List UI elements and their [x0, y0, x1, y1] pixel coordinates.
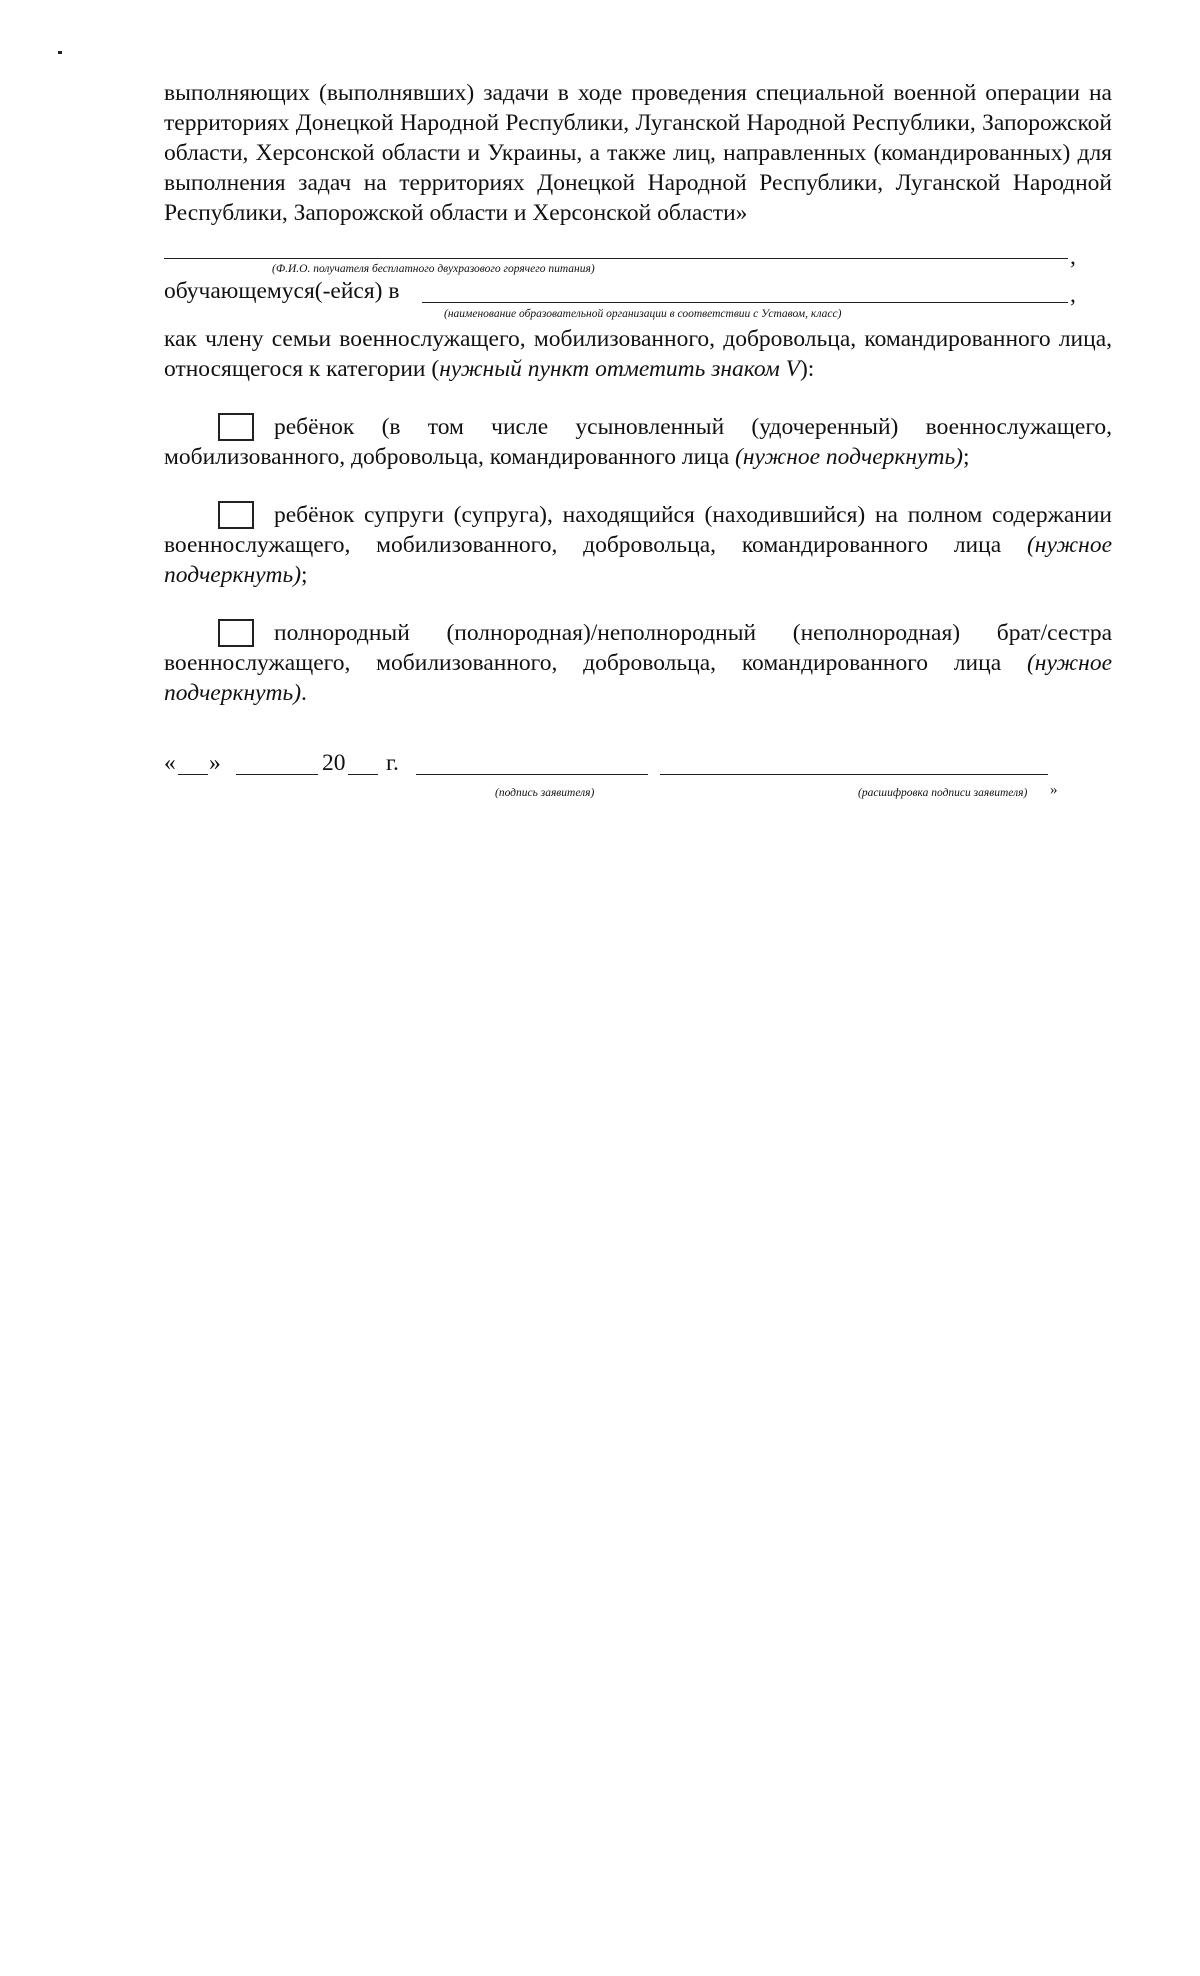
- recipient-name-line[interactable]: [164, 258, 1068, 259]
- opening-paragraph: выполняющих (выполнявших) задачи в ходе проведения специальной военной операции на территориях Донецкой Народной Республики, Луганской Народной Республики, Запорожской области, Херсонской области и Украины, а также лиц, направленных (командированных) для выполнения задач на территориях Донецкой Народной Республики, Луганской Народной Республики, Запорожской области и Херсонской области»: [164, 80, 1112, 226]
- option-sibling-checkbox[interactable]: [218, 619, 254, 647]
- year-suffix: г.: [386, 750, 399, 776]
- recipient-name-field[interactable]: [164, 244, 1112, 280]
- year-blank[interactable]: [348, 774, 378, 775]
- option-child-text: ребёнок (в том числе усыновленный (удочеренный) военнослужащего, мобилизованного, добровольца, командированного лица (нужное подчеркнуть);: [164, 414, 1112, 470]
- year-prefix: 20: [322, 750, 346, 776]
- signature-line[interactable]: [416, 774, 648, 775]
- category-intro: как члену семьи военнослужащего, мобилизованного, добровольца, командированного лица, относящегося к категории (нужный пункт отметить знаком V):: [164, 326, 1112, 382]
- option-sibling: [164, 618, 1112, 708]
- option-child: [164, 412, 1112, 472]
- recipient-comma: ,: [1070, 244, 1076, 270]
- option-sibling-text: полнородный (полнородная)/неполнородный (неполнородная) брат/сестра военнослужащего, мобилизованного, добровольца, командированного лица (нужное подчеркнуть).: [164, 620, 1112, 706]
- closing-quote: »: [1050, 782, 1058, 798]
- signature-decoding-line[interactable]: [660, 774, 1048, 775]
- option-spouse-child: [164, 500, 1112, 590]
- date-open-quote: «: [164, 750, 176, 776]
- category-intro-italic: нужный пункт отметить знаком V: [439, 356, 800, 382]
- recipient-name-hint: (Ф.И.О. получателя бесплатного двухразового горячего питания): [272, 263, 595, 275]
- option-spouse-child-checkbox[interactable]: [218, 501, 254, 529]
- school-comma: ,: [1070, 282, 1076, 308]
- decoding-hint: (расшифровка подписи заявителя): [858, 787, 1028, 799]
- month-blank[interactable]: [236, 774, 318, 775]
- application-form-page: [164, 78, 1112, 806]
- school-field-hint: (наименование образовательной организации в соответствии с Уставом, класс): [444, 308, 842, 320]
- school-field-label: обучающемуся(-ейся) в: [164, 278, 400, 304]
- school-field[interactable]: [164, 280, 1112, 324]
- option-spouse-child-text: ребёнок супруги (супруга), находящийся (находившийся) на полном содержании военнослужащего, мобилизованного, добровольца, командированного лица (нужное подчеркнуть);: [164, 502, 1112, 588]
- scan-speck: [58, 51, 62, 54]
- day-blank[interactable]: [178, 774, 208, 775]
- school-field-line[interactable]: [422, 302, 1068, 303]
- signature-hint: (подпись заявителя): [495, 787, 595, 799]
- signature-row: [164, 752, 1112, 806]
- date-close-quote: »: [209, 750, 221, 776]
- option-child-checkbox[interactable]: [218, 413, 254, 441]
